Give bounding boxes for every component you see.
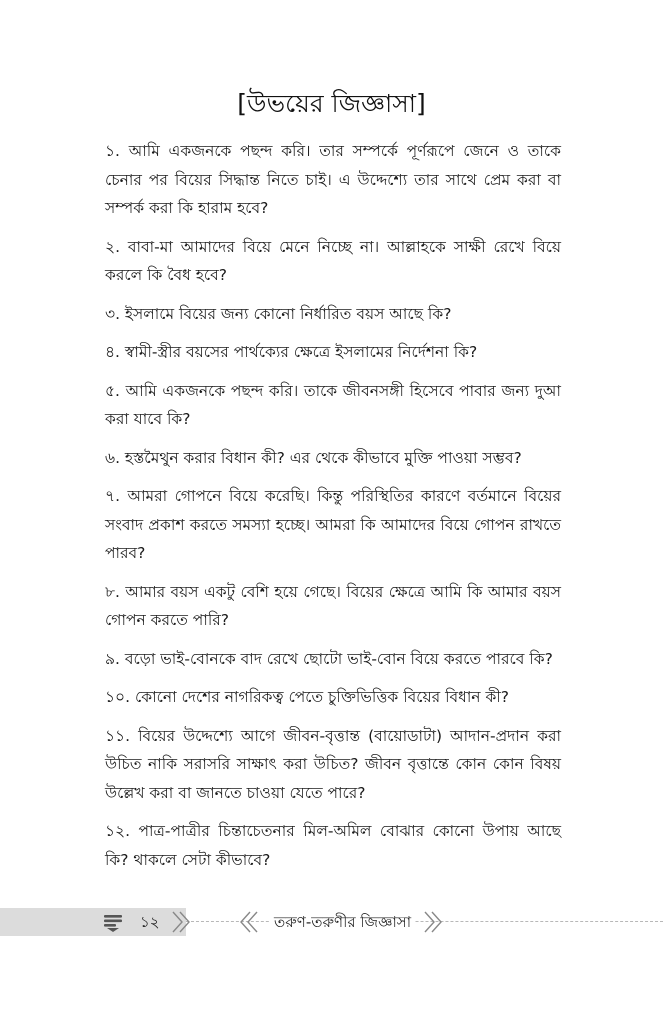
chevron-right-icon: [170, 909, 194, 935]
page-footer: [0, 908, 663, 936]
book-title: তরুণ-তরুণীর জিজ্ঞাসা: [274, 913, 412, 931]
question-8: ৮. আমার বয়স একটু বেশি হয়ে গেছে। বিয়ের ক্ষেত্রে আমি কি আমার বয়স গোপন করতে পারি?: [105, 582, 561, 629]
question-1: ১. আমি একজনকে পছন্দ করি। তার সম্পর্কে পূর্ণরূপে জেনে ও তাকে চেনার পর বিয়ের সিদ্ধান্ত নিতে চাই। এ উদ্দেশ্যে তার সাথে প্রেম করা বা সম্পর্ক করা কি হারাম হবে?: [105, 142, 561, 217]
page-number: ১২: [140, 913, 160, 931]
question-3: ৩. ইসলামে বিয়ের জন্য কোনো নির্ধারিত বয়স আছে কি?: [105, 304, 452, 323]
question-9: ৯. বড়ো ভাই-বোনকে বাদ রেখে ছোটো ভাই-বোন বিয়ে করতে পারবে কি?: [105, 649, 553, 668]
pen-book-icon: [102, 911, 124, 933]
chevron-left-icon: [236, 909, 260, 935]
question-6: ৬. হস্তমৈথুন করার বিধান কী? এর থেকে কীভাবে মুক্তি পাওয়া সম্ভব?: [105, 448, 522, 467]
page-title: [উভয়ের জিজ্ঞাসা]: [237, 89, 426, 118]
book-title-label: [270, 908, 415, 936]
question-10: ১০. কোনো দেশের নাগরিকত্ব পেতে চুক্তিভিত্তিক বিয়ের বিধান কী?: [105, 688, 509, 706]
question-2: ২. বাবা-মা আমাদের বিয়ে মেনে নিচ্ছে না। আল্লাহকে সাক্ষী রেখে বিয়ে করলে কি বৈধ হবে?: [105, 237, 561, 284]
chevron-right-icon: [422, 909, 446, 935]
question-5: ৫. আমি একজনকে পছন্দ করি। তাকে জীবনসঙ্গী হিসেবে পাবার জন্য দুআ করা যাবে কি?: [105, 381, 561, 428]
question-12: ১২. পাত্র-পাত্রীর চিন্তাচেতনার মিল-অমিল বোঝার কোনো উপায় আছে কি? থাকলে সেটা কীভাবে?: [105, 822, 561, 869]
question-7: ৭. আমরা গোপনে বিয়ে করেছি। কিন্তু পরিস্থিতির কারণে বর্তমানে বিয়ের সংবাদ প্রকাশ করতে সমস্যা হচ্ছে। আমরা কি আমাদের বিয়ে গোপন রাখতে পারব?: [105, 487, 561, 562]
question-list: [105, 137, 561, 884]
question-4: ৪. স্বামী-স্ত্রীর বয়সের পার্থক্যের ক্ষেত্রে ইসলামের নির্দেশনা কি?: [105, 343, 478, 361]
question-11: ১১. বিয়ের উদ্দেশ্যে আগে জীবন-বৃত্তান্ত (বায়োডাটা) আদান-প্রদান করা উচিত নাকি সরাসরি সাক্ষাৎ করা উচিত? জীবন বৃত্তান্তে কোন কোন বিষয় উল্লেখ করা বা জানতে চাওয়া যেতে পারে?: [105, 726, 561, 802]
